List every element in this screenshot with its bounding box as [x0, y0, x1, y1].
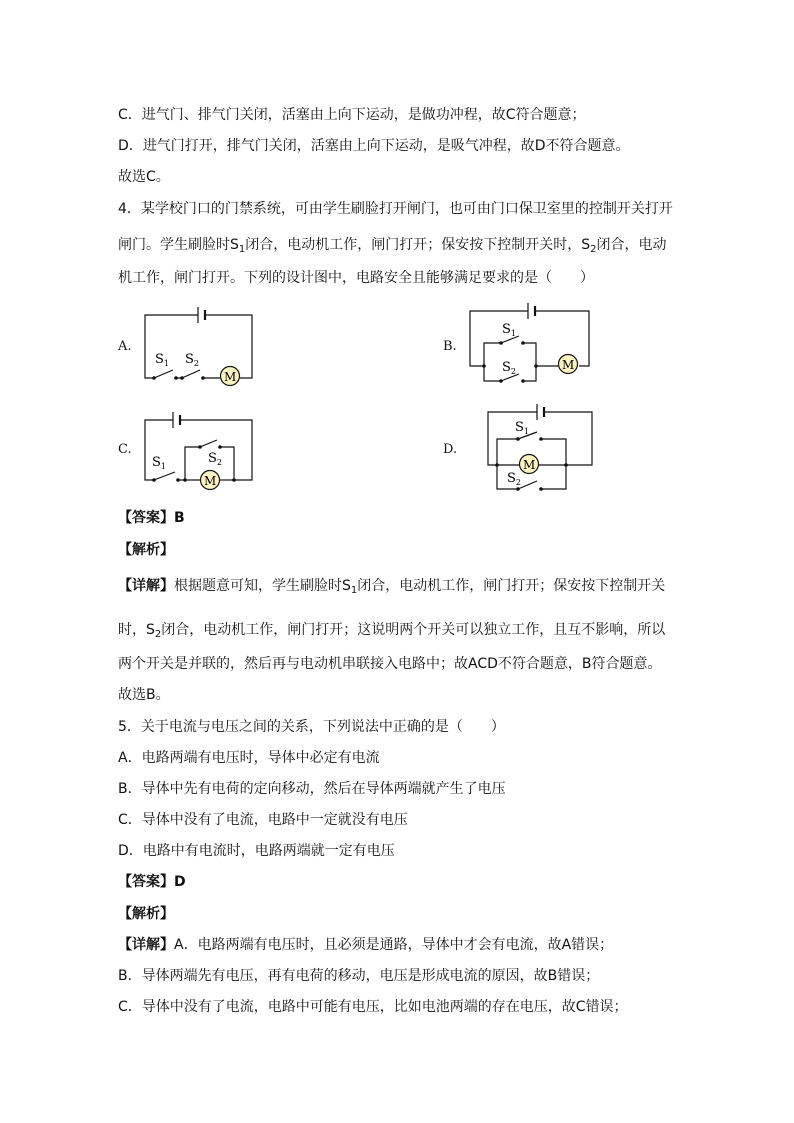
q5-option-c: C．导体中没有了电流，电路中一定就没有电压	[118, 812, 408, 828]
option-c-label: C.	[118, 442, 132, 457]
detail-4-s1: $S_1$	[342, 578, 358, 596]
q5-option-b: B．导体中先有电荷的定向移动，然后在导体两端就产生了电压	[118, 781, 506, 797]
detail-4-text-b: 闭合，电动机工作，闸门打开；保安按下控制开关	[357, 578, 666, 594]
detail-5-heading: 【详解】	[118, 937, 174, 953]
analysis-4-heading: 【解析】	[118, 542, 174, 558]
s1-symbol: $S_1$	[230, 237, 246, 255]
a-s2-label: $S_2$	[185, 352, 199, 368]
q4-text-b: 闭合，电动机工作，闸门打开；保安按下控制开关时，	[245, 237, 582, 253]
b-motor-label: M	[562, 358, 575, 372]
detail-4-line-2	[118, 620, 665, 645]
d-s2-label: $S_2$	[507, 471, 521, 487]
line-select-c: 故选C。	[118, 169, 170, 185]
d-motor-label: M	[523, 458, 536, 472]
line-c-option: C．进气门、排气门关闭，活塞由上向下运动，是做功冲程，故C符合题意；	[118, 107, 586, 123]
detail-5-line-1	[118, 935, 613, 955]
question-4-line-1: 4．某学校门口的门禁系统，可由学生刷脸打开闸门，也可由门口保卫室里的控制开关打开	[118, 201, 673, 217]
detail-4-s2: $S_2$	[146, 622, 162, 640]
detail-4-heading: 【详解】	[118, 578, 174, 594]
answer-4: 【答案】B	[118, 510, 185, 526]
option-b-label: B.	[443, 339, 457, 354]
b-s1-label: $S_1$	[502, 322, 516, 338]
c-s1-label: $S_1$	[152, 455, 166, 471]
q5-option-d: D．电路中有电流时，电路两端就一定有电压	[118, 843, 395, 859]
line-d-option: D．进气门打开，排气门关闭，活塞由上向下运动，是吸气冲程，故D不符合题意。	[118, 138, 630, 154]
s2-symbol: $S_2$	[581, 237, 597, 255]
detail-5-line-3: C．导体中没有了电流，电路中可能有电压，比如电池两端的存在电压，故C错误；	[118, 999, 628, 1015]
analysis-5-heading: 【解析】	[118, 906, 174, 922]
question-5: 5．关于电流与电压之间的关系，下列说法中正确的是（ ）	[118, 719, 505, 735]
question-4-line-2	[118, 235, 667, 260]
c-s2-label: $S_2$	[208, 451, 222, 467]
select-b: 故选B。	[118, 687, 170, 703]
question-4-line-3: 机工作，闸门打开。下列的设计图中，电路安全且能够满足要求的是（ ）	[118, 270, 594, 286]
circuit-diagram-c	[140, 403, 260, 493]
a-motor-label: M	[224, 370, 237, 384]
detail-4-text-d: 闭合，电动机工作，闸门打开；这说明两个开关可以独立工作，且互不影响，所以	[161, 622, 666, 638]
detail-5-line-2: B．导体两端先有电压，再有电荷的移动，电压是形成电流的原因，故B错误；	[118, 968, 600, 984]
detail-4-line-1	[118, 576, 665, 601]
detail-4-text-c: 时，	[118, 622, 146, 638]
detail-4-line-3: 两个开关是并联的，然后再与电动机串联接入电路中；故ACD不符合题意，B符合题意。	[118, 656, 662, 672]
circuit-diagram-d	[484, 401, 598, 493]
q5-option-a: A．电路两端有电压时，导体中必定有电流	[118, 750, 380, 766]
c-motor-label: M	[204, 474, 217, 488]
d-s1-label: $S_1$	[515, 420, 529, 436]
detail-5-text: A．电路两端有电压时，且必须是通路，导体中才会有电流，故A错误；	[174, 937, 614, 953]
a-s1-label: $S_1$	[155, 352, 169, 368]
q4-text-a: 闸门。学生刷脸时	[118, 237, 230, 253]
circuit-diagram-a	[140, 305, 260, 390]
q4-text-c: 闭合，电动	[596, 237, 667, 253]
detail-4-text-a: 根据题意可知，学生刷脸时	[174, 578, 342, 594]
circuit-diagram-b	[466, 298, 596, 390]
option-d-label: D.	[443, 442, 458, 457]
b-s2-label: $S_2$	[502, 360, 516, 376]
answer-5: 【答案】D	[118, 874, 186, 890]
option-a-label: A.	[118, 339, 132, 354]
